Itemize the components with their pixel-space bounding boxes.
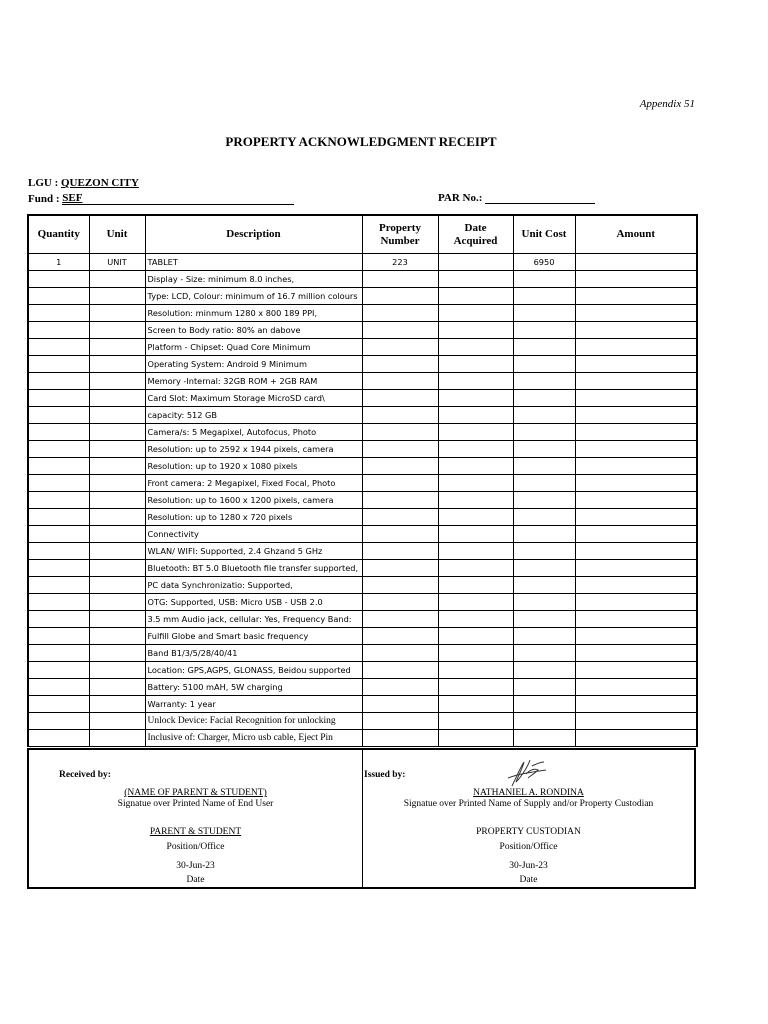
issued-position-caption: Position/Office <box>499 842 558 852</box>
item-amount <box>575 594 697 611</box>
item-description: Bluetooth: BT 5.0 Bluetooth file transfer supported, <box>145 560 362 577</box>
table-row <box>28 339 697 356</box>
item-quantity <box>28 594 89 611</box>
item-quantity <box>28 424 89 441</box>
fund-value: SEF <box>62 192 83 204</box>
item-unit-cost <box>513 390 575 407</box>
item-description: Battery: 5100 mAH, 5W charging <box>145 679 362 696</box>
item-date-acquired <box>438 288 513 305</box>
col-quantity: Quantity <box>28 215 89 254</box>
item-property-number <box>362 679 438 696</box>
item-amount <box>575 373 697 390</box>
col-property-number-label: Property Number <box>379 221 421 247</box>
item-unit <box>89 594 145 611</box>
item-unit <box>89 288 145 305</box>
item-quantity <box>28 679 89 696</box>
table-row <box>28 305 697 322</box>
table-row <box>28 560 697 577</box>
item-unit <box>89 458 145 475</box>
item-amount <box>575 628 697 645</box>
col-unit: Unit <box>89 215 145 254</box>
table-body <box>28 254 697 747</box>
item-amount <box>575 390 697 407</box>
col-unit-cost: Unit Cost <box>513 215 575 254</box>
item-description: Location: GPS,AGPS, GLONASS, Beidou supported <box>145 662 362 679</box>
item-description: Resolution: up to 1600 x 1200 pixels, camera <box>145 492 362 509</box>
fund-field <box>62 192 294 205</box>
lgu-value: QUEZON CITY <box>61 177 139 189</box>
item-unit-cost <box>513 560 575 577</box>
item-property-number <box>362 339 438 356</box>
item-property-number <box>362 662 438 679</box>
item-unit <box>89 577 145 594</box>
item-unit <box>89 373 145 390</box>
col-date-acquired-label: Date Acquired <box>453 221 498 247</box>
item-date-acquired <box>438 628 513 645</box>
item-quantity <box>28 730 89 747</box>
issued-name-caption: Signatue over Printed Name of Supply and/or Property Custodian <box>403 799 654 809</box>
item-unit-cost <box>513 356 575 373</box>
item-amount <box>575 254 697 271</box>
issued-name: NATHANIEL A. RONDINA <box>473 788 584 798</box>
item-quantity <box>28 390 89 407</box>
item-property-number <box>362 543 438 560</box>
item-property-number <box>362 458 438 475</box>
table-row <box>28 696 697 713</box>
item-unit <box>89 339 145 356</box>
table-row <box>28 526 697 543</box>
lgu-row <box>28 177 139 189</box>
item-quantity <box>28 492 89 509</box>
item-description: Platform - Chipset: Quad Core Minimum <box>145 339 362 356</box>
item-description: WLAN/ WIFI: Supported, 2.4 Ghzand 5 GHz <box>145 543 362 560</box>
item-date-acquired <box>438 305 513 322</box>
item-description: Resolution: up to 2592 x 1944 pixels, camera <box>145 441 362 458</box>
table-row <box>28 662 697 679</box>
item-unit <box>89 356 145 373</box>
item-unit-cost <box>513 305 575 322</box>
item-property-number <box>362 645 438 662</box>
received-name: (NAME OF PARENT & STUDENT) <box>124 788 267 798</box>
table-row <box>28 577 697 594</box>
item-property-number <box>362 407 438 424</box>
item-property-number <box>362 628 438 645</box>
item-unit-cost <box>513 645 575 662</box>
item-quantity <box>28 339 89 356</box>
item-amount <box>575 322 697 339</box>
table-row <box>28 594 697 611</box>
item-property-number <box>362 713 438 730</box>
item-property-number <box>362 509 438 526</box>
table-row <box>28 390 697 407</box>
item-description: OTG: Supported, USB: Micro USB - USB 2.0 <box>145 594 362 611</box>
item-unit <box>89 509 145 526</box>
item-property-number <box>362 356 438 373</box>
item-quantity: 1 <box>28 254 89 271</box>
item-amount <box>575 645 697 662</box>
item-quantity <box>28 373 89 390</box>
item-date-acquired <box>438 611 513 628</box>
item-unit <box>89 492 145 509</box>
table-row <box>28 611 697 628</box>
item-unit <box>89 713 145 730</box>
item-date-acquired <box>438 254 513 271</box>
item-unit-cost <box>513 407 575 424</box>
signature-scribble-icon <box>502 756 552 790</box>
item-property-number <box>362 322 438 339</box>
item-date-acquired <box>438 560 513 577</box>
item-unit <box>89 475 145 492</box>
item-property-number <box>362 475 438 492</box>
item-description: Display - Size: minimum 8.0 inches, <box>145 271 362 288</box>
item-unit <box>89 390 145 407</box>
table-row <box>28 543 697 560</box>
item-property-number <box>362 730 438 747</box>
item-amount <box>575 713 697 730</box>
item-date-acquired <box>438 577 513 594</box>
signature-section <box>27 748 696 889</box>
item-description: Front camera: 2 Megapixel, Fixed Focal, Photo <box>145 475 362 492</box>
item-unit-cost <box>513 339 575 356</box>
item-property-number <box>362 594 438 611</box>
item-description: capacity: 512 GB <box>145 407 362 424</box>
item-property-number <box>362 390 438 407</box>
received-date-caption: Date <box>186 875 205 885</box>
appendix-label: Appendix 51 <box>639 98 695 110</box>
col-date-acquired <box>438 215 513 254</box>
col-description: Description <box>145 215 362 254</box>
table-row <box>28 271 697 288</box>
item-amount <box>575 475 697 492</box>
item-amount <box>575 407 697 424</box>
item-date-acquired <box>438 492 513 509</box>
item-amount <box>575 560 697 577</box>
table-row <box>28 458 697 475</box>
item-unit-cost <box>513 543 575 560</box>
item-unit: UNIT <box>89 254 145 271</box>
item-description: Fulfill Globe and Smart basic frequency <box>145 628 362 645</box>
issued-by-label: Issued by: <box>364 770 406 780</box>
fund-row <box>28 192 294 205</box>
item-amount <box>575 288 697 305</box>
item-description: 3.5 mm Audio jack, cellular: Yes, Frequency Band: <box>145 611 362 628</box>
item-date-acquired <box>438 390 513 407</box>
item-amount <box>575 543 697 560</box>
table-row <box>28 475 697 492</box>
item-date-acquired <box>438 373 513 390</box>
item-unit-cost <box>513 526 575 543</box>
item-description: Warranty: 1 year <box>145 696 362 713</box>
item-description: Unlock Device: Facial Recognition for unlocking <box>145 713 362 730</box>
item-description: Band B1/3/5/28/40/41 <box>145 645 362 662</box>
item-amount <box>575 458 697 475</box>
item-quantity <box>28 577 89 594</box>
item-amount <box>575 492 697 509</box>
item-quantity <box>28 509 89 526</box>
par-field <box>485 203 595 204</box>
received-date: 30-Jun-23 <box>176 861 215 871</box>
item-amount <box>575 424 697 441</box>
table-row <box>28 288 697 305</box>
item-amount <box>575 305 697 322</box>
issued-position: PROPERTY CUSTODIAN <box>476 827 581 837</box>
item-property-number <box>362 577 438 594</box>
received-position: PARENT & STUDENT <box>149 827 242 837</box>
item-description: Memory -Internal: 32GB ROM + 2GB RAM <box>145 373 362 390</box>
item-date-acquired <box>438 645 513 662</box>
table-header-row <box>28 215 697 254</box>
item-property-number <box>362 441 438 458</box>
item-unit <box>89 679 145 696</box>
item-date-acquired <box>438 356 513 373</box>
item-amount <box>575 611 697 628</box>
table-row <box>28 645 697 662</box>
par-label: PAR No.: <box>438 192 483 204</box>
item-date-acquired <box>438 730 513 747</box>
item-quantity <box>28 526 89 543</box>
item-date-acquired <box>438 424 513 441</box>
item-unit <box>89 645 145 662</box>
item-property-number <box>362 424 438 441</box>
received-position-caption: Position/Office <box>166 842 225 852</box>
item-quantity <box>28 441 89 458</box>
item-description: Resolution: up to 1280 x 720 pixels <box>145 509 362 526</box>
received-name-caption: Signatue over Printed Name of End User <box>117 799 274 809</box>
item-quantity <box>28 288 89 305</box>
lgu-label: LGU : <box>28 177 59 189</box>
col-property-number <box>362 215 438 254</box>
item-amount <box>575 441 697 458</box>
item-date-acquired <box>438 662 513 679</box>
item-unit <box>89 424 145 441</box>
item-unit <box>89 322 145 339</box>
item-description: PC data Synchronizatio: Supported, <box>145 577 362 594</box>
item-unit-cost <box>513 577 575 594</box>
item-property-number <box>362 696 438 713</box>
item-quantity <box>28 305 89 322</box>
item-description: Resolution: minmum 1280 x 800 189 PPI, <box>145 305 362 322</box>
item-date-acquired <box>438 322 513 339</box>
item-unit <box>89 543 145 560</box>
item-amount <box>575 509 697 526</box>
item-unit <box>89 628 145 645</box>
table-row <box>28 730 697 747</box>
item-quantity <box>28 475 89 492</box>
table-row <box>28 254 697 271</box>
item-unit <box>89 730 145 747</box>
item-unit-cost <box>513 696 575 713</box>
item-date-acquired <box>438 679 513 696</box>
item-unit-cost: 6950 <box>513 254 575 271</box>
item-unit-cost <box>513 509 575 526</box>
item-date-acquired <box>438 339 513 356</box>
item-unit-cost <box>513 679 575 696</box>
item-unit-cost <box>513 458 575 475</box>
item-amount <box>575 339 697 356</box>
item-date-acquired <box>438 441 513 458</box>
item-unit-cost <box>513 424 575 441</box>
item-property-number: 223 <box>362 254 438 271</box>
item-unit-cost <box>513 322 575 339</box>
item-unit-cost <box>513 713 575 730</box>
item-date-acquired <box>438 407 513 424</box>
item-quantity <box>28 662 89 679</box>
item-unit-cost <box>513 594 575 611</box>
item-description: Inclusive of: Charger, Micro usb cable, Eject Pin <box>145 730 362 747</box>
item-unit <box>89 305 145 322</box>
item-amount <box>575 730 697 747</box>
item-property-number <box>362 526 438 543</box>
item-unit <box>89 611 145 628</box>
par-row <box>438 192 595 204</box>
item-date-acquired <box>438 713 513 730</box>
item-unit-cost <box>513 271 575 288</box>
item-unit-cost <box>513 492 575 509</box>
issued-date-caption: Date <box>519 875 538 885</box>
item-description: Screen to Body ratio: 80% an dabove <box>145 322 362 339</box>
item-description: TABLET <box>145 254 362 271</box>
table-row <box>28 322 697 339</box>
item-quantity <box>28 628 89 645</box>
item-unit-cost <box>513 288 575 305</box>
item-quantity <box>28 458 89 475</box>
property-table <box>27 214 698 747</box>
item-unit-cost <box>513 730 575 747</box>
item-date-acquired <box>438 458 513 475</box>
item-amount <box>575 696 697 713</box>
item-date-acquired <box>438 271 513 288</box>
fund-label: Fund : <box>28 193 60 205</box>
item-date-acquired <box>438 543 513 560</box>
table-row <box>28 628 697 645</box>
item-property-number <box>362 492 438 509</box>
item-amount <box>575 356 697 373</box>
item-quantity <box>28 696 89 713</box>
item-unit-cost <box>513 611 575 628</box>
item-description: Type: LCD, Colour: minimum of 16.7 million colours <box>145 288 362 305</box>
item-property-number <box>362 288 438 305</box>
item-amount <box>575 662 697 679</box>
table-row <box>28 492 697 509</box>
item-property-number <box>362 373 438 390</box>
table-row <box>28 441 697 458</box>
item-unit-cost <box>513 441 575 458</box>
item-unit <box>89 560 145 577</box>
received-by-label: Received by: <box>59 770 111 780</box>
item-unit <box>89 441 145 458</box>
item-quantity <box>28 322 89 339</box>
item-property-number <box>362 611 438 628</box>
item-unit-cost <box>513 475 575 492</box>
item-property-number <box>362 271 438 288</box>
item-property-number <box>362 305 438 322</box>
table-row <box>28 424 697 441</box>
item-description: Camera/s: 5 Megapixel, Autofocus, Photo <box>145 424 362 441</box>
item-amount <box>575 577 697 594</box>
item-description: Operating System: Android 9 Minimum <box>145 356 362 373</box>
item-quantity <box>28 407 89 424</box>
item-quantity <box>28 713 89 730</box>
item-amount <box>575 526 697 543</box>
item-amount <box>575 679 697 696</box>
item-unit <box>89 526 145 543</box>
item-unit <box>89 696 145 713</box>
item-amount <box>575 271 697 288</box>
item-unit-cost <box>513 628 575 645</box>
item-quantity <box>28 645 89 662</box>
item-description: Resolution: up to 1920 x 1080 pixels <box>145 458 362 475</box>
issued-date: 30-Jun-23 <box>509 861 548 871</box>
item-quantity <box>28 560 89 577</box>
item-date-acquired <box>438 526 513 543</box>
item-unit-cost <box>513 373 575 390</box>
item-unit <box>89 407 145 424</box>
item-description: Connectivity <box>145 526 362 543</box>
table-row <box>28 373 697 390</box>
item-property-number <box>362 560 438 577</box>
item-date-acquired <box>438 475 513 492</box>
table-row <box>28 356 697 373</box>
col-amount: Amount <box>575 215 697 254</box>
item-date-acquired <box>438 594 513 611</box>
item-description: Card Slot: Maximum Storage MicroSD card\ <box>145 390 362 407</box>
item-quantity <box>28 356 89 373</box>
item-unit <box>89 662 145 679</box>
table-row <box>28 509 697 526</box>
page-title: PROPERTY ACKNOWLEDGMENT RECEIPT <box>225 134 497 149</box>
table-row <box>28 713 697 730</box>
item-quantity <box>28 543 89 560</box>
item-unit-cost <box>513 662 575 679</box>
item-date-acquired <box>438 696 513 713</box>
item-quantity <box>28 271 89 288</box>
table-row <box>28 679 697 696</box>
item-date-acquired <box>438 509 513 526</box>
table-row <box>28 407 697 424</box>
item-quantity <box>28 611 89 628</box>
item-unit <box>89 271 145 288</box>
